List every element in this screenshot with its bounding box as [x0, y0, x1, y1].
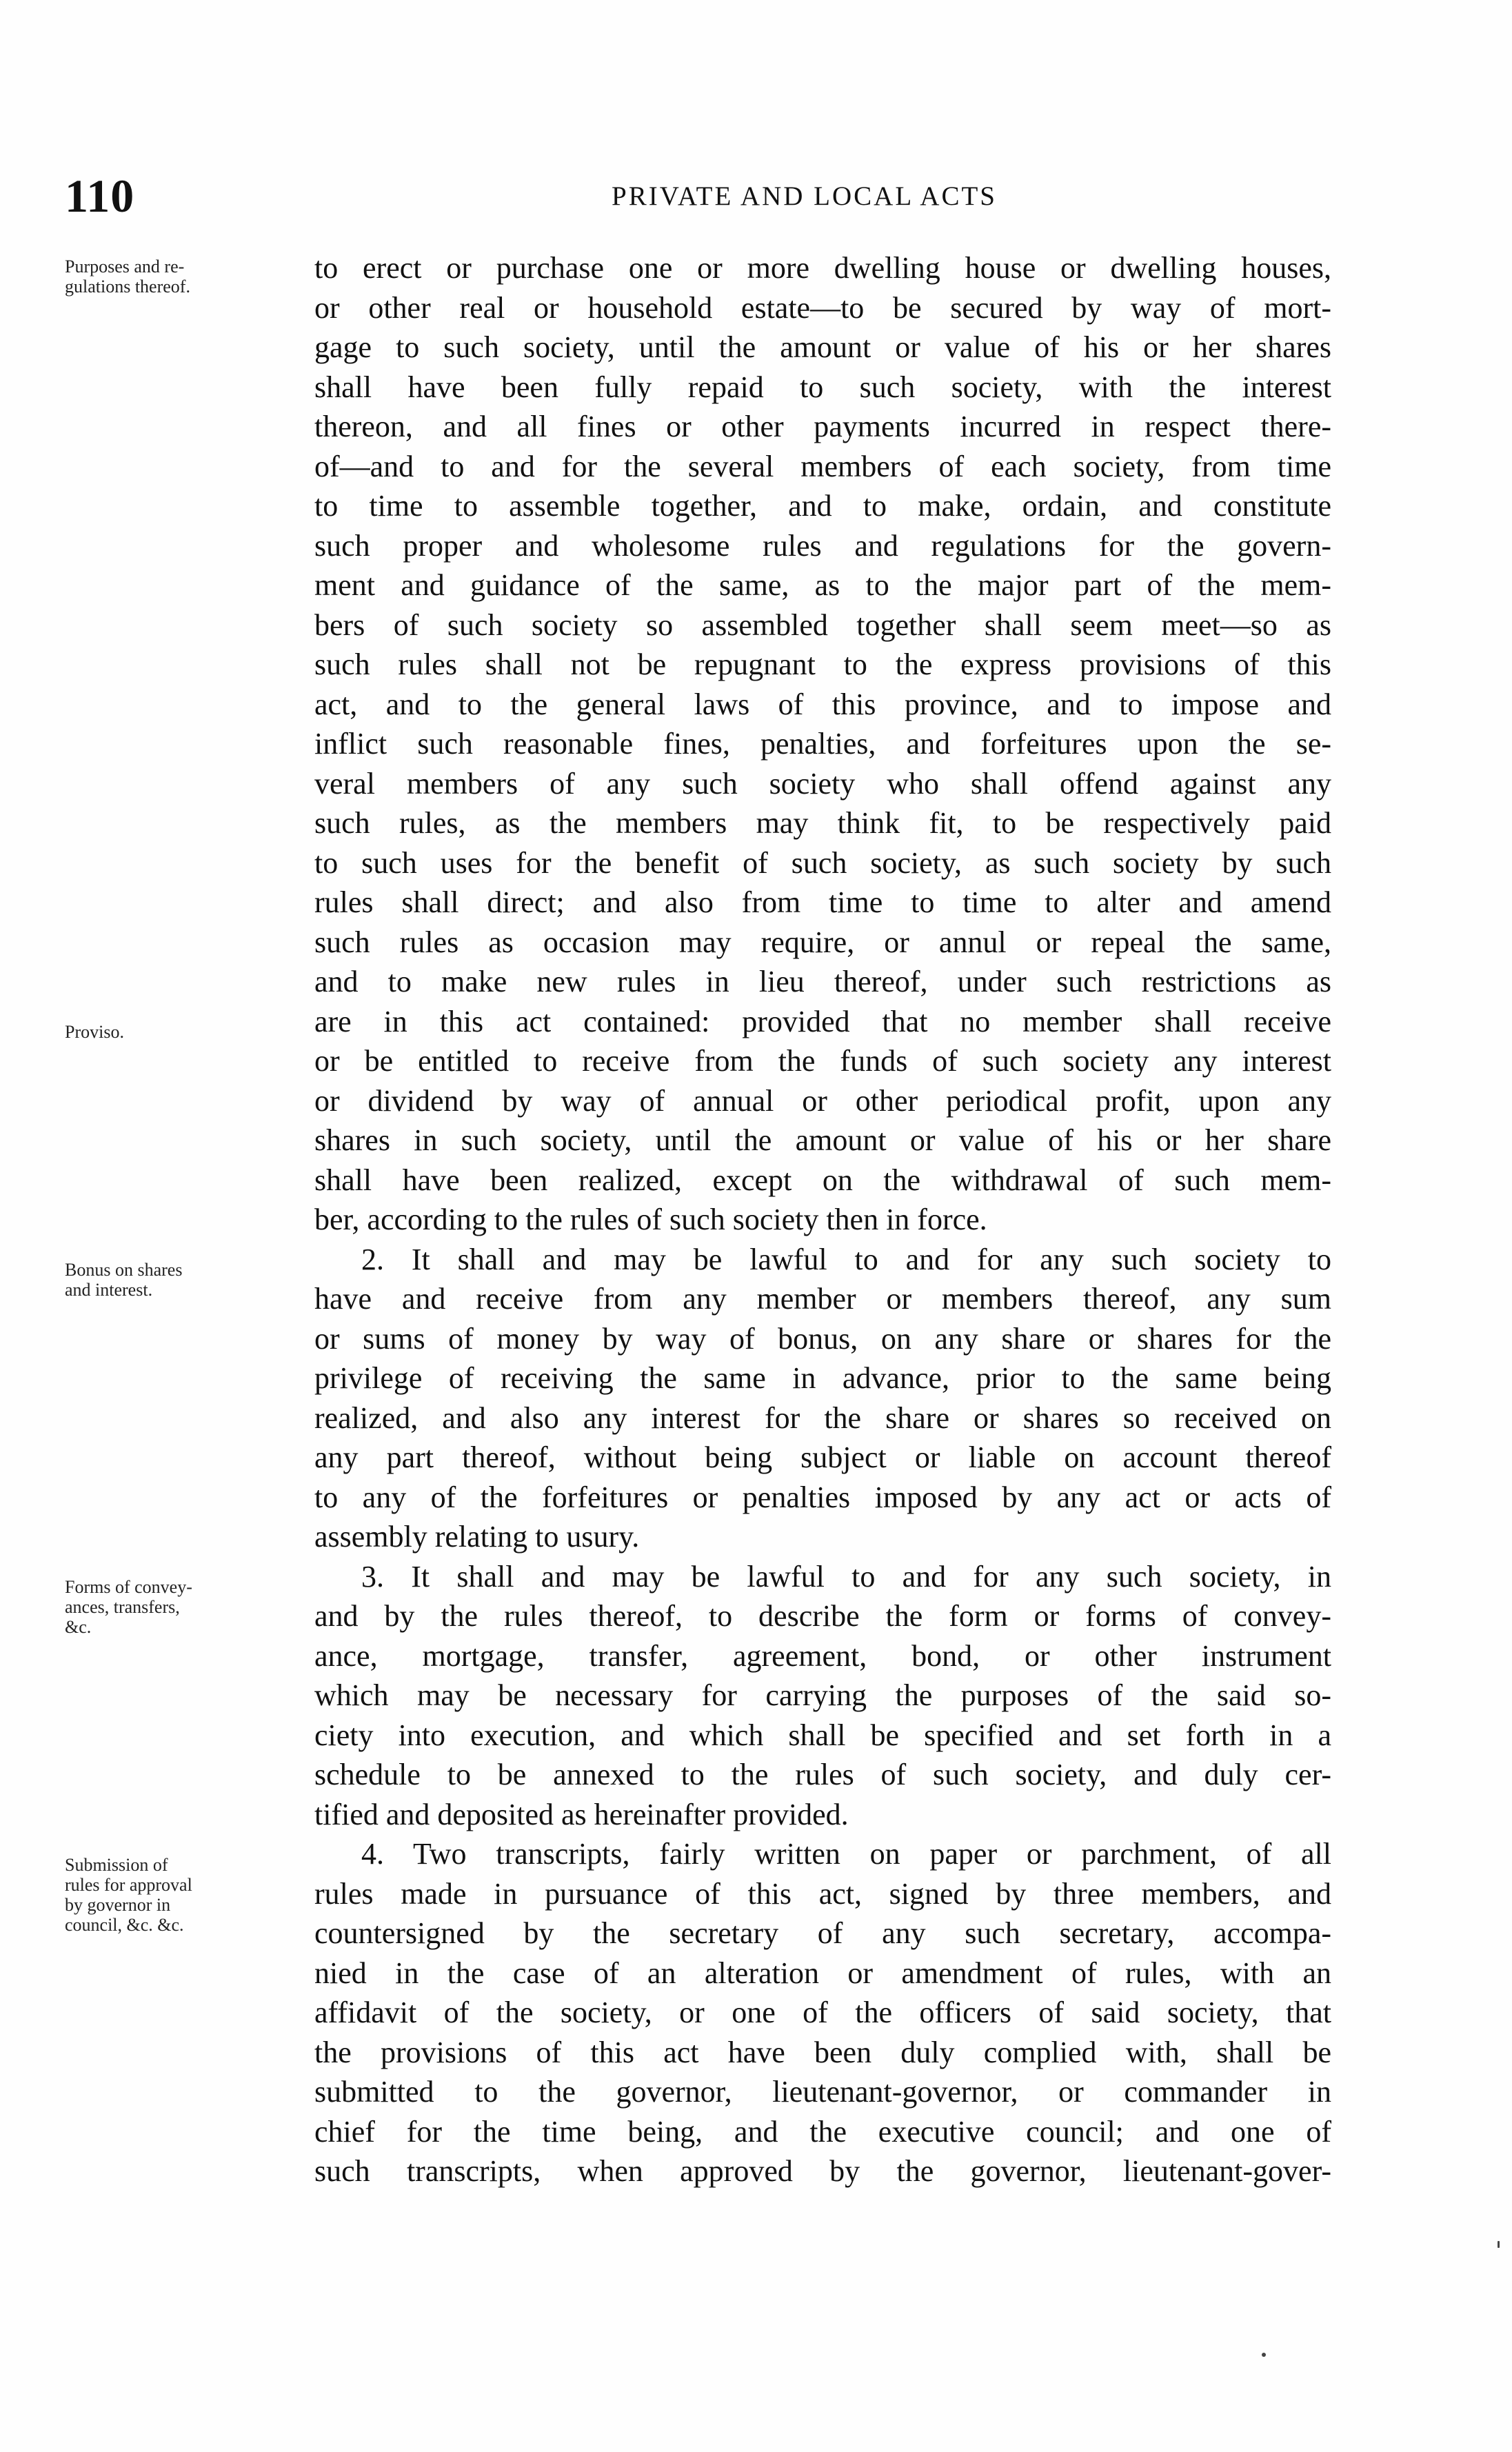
body-line: such rules, as the members may think fit, to be respectively paid — [314, 806, 1331, 840]
body-line: realized, and also any interest for the share or shares so received on — [314, 1400, 1331, 1435]
margin-note-line: &c. — [65, 1617, 92, 1637]
body-line: submitted to the governor, lieutenant-governor, or commander in — [314, 2075, 1331, 2109]
margin-note-purposes — [65, 257, 292, 297]
margin-note-line: Forms of convey- — [65, 1577, 192, 1597]
body-line: and to make new rules in lieu thereof, under such restrictions as — [314, 965, 1331, 998]
body-line: bers of such society so assembled together shall seem meet—so as — [314, 607, 1331, 642]
margin-note-line: Purposes and re- — [65, 257, 185, 277]
body-line: ment and guidance of the same, as to the major part of the mem- — [314, 568, 1331, 602]
body-line: and by the rules thereof, to describe the form or forms of convey- — [314, 1599, 1331, 1633]
body-line: have and receive from any member or members thereof, any sum — [314, 1282, 1331, 1316]
body-line: which may be necessary for carrying the purposes of the said so- — [314, 1678, 1331, 1712]
section-4-first-line: 4. Two transcripts, fairly written on paper or parchment, of all — [361, 1837, 1331, 1871]
body-line: countersigned by the secretary of any such secretary, accompa- — [314, 1916, 1331, 1950]
body-line: to erect or purchase one or more dwelling house or dwelling houses, — [314, 251, 1331, 285]
section-2-first-line: 2. It shall and may be lawful to and for any such society to — [361, 1242, 1331, 1276]
body-line: gage to such society, until the amount or value of his or her shares — [314, 330, 1331, 364]
body-line: tified and deposited as hereinafter provided. — [314, 1797, 849, 1831]
margin-note-line: ances, transfers, — [65, 1597, 180, 1617]
body-line: are in this act contained: provided that no member shall receive — [314, 1004, 1331, 1038]
body-line: assembly relating to usury. — [314, 1520, 640, 1554]
body-text — [314, 248, 1331, 2191]
body-line: veral members of any such society who shall offend against any — [314, 766, 1331, 801]
margin-note-line: Proviso. — [65, 1022, 124, 1042]
body-line: such transcripts, when approved by the governor, lieutenant-gover- — [314, 2154, 1331, 2188]
section-3-first-line: 3. It shall and may be lawful to and for any such society, in — [361, 1559, 1331, 1594]
scan-speck — [1262, 2353, 1266, 2357]
margin-note-forms — [65, 1577, 292, 1637]
body-line: such rules as occasion may require, or annul or repeal the same, — [314, 925, 1331, 959]
margin-note-line: council, &c. &c. — [65, 1915, 184, 1935]
running-title: PRIVATE AND LOCAL ACTS — [612, 181, 997, 211]
body-line: to time to assemble together, and to make, ordain, and constitute — [314, 489, 1331, 523]
body-line: ciety into execution, and which shall be specified and set forth in a — [314, 1718, 1331, 1752]
margin-note-line: rules for approval — [65, 1875, 192, 1895]
margin-note-line: gulations thereof. — [65, 277, 190, 297]
body-line: ance, mortgage, transfer, agreement, bond, or other instrument — [314, 1638, 1331, 1673]
body-line: chief for the time being, and the executive council; and one of — [314, 2114, 1331, 2149]
margin-note-line: Bonus on shares — [65, 1260, 183, 1280]
body-line: shall have been realized, except on the withdrawal of such mem- — [314, 1163, 1331, 1197]
body-line: rules shall direct; and also from time to time to alter and amend — [314, 885, 1331, 919]
page-number: 110 — [65, 170, 135, 222]
body-line: or other real or household estate—to be secured by way of mort- — [314, 290, 1331, 325]
body-line: thereon, and all fines or other payments incurred in respect there- — [314, 410, 1331, 443]
body-line: or sums of money by way of bonus, on any share or shares for the — [314, 1321, 1331, 1356]
margin-note-proviso — [65, 1022, 292, 1042]
body-line: affidavit of the society, or one of the officers of said society, that — [314, 1996, 1331, 2029]
margin-note-line: by governor in — [65, 1895, 171, 1915]
body-line: to such uses for the benefit of such society, as such society by such — [314, 845, 1331, 880]
body-line: the provisions of this act have been duly complied with, shall be — [314, 2035, 1331, 2069]
body-line: privilege of receiving the same in advance, prior to the same being — [314, 1361, 1331, 1395]
margin-note-bonus — [65, 1260, 292, 1300]
scan-speck — [1498, 2241, 1500, 2248]
body-line: inflict such reasonable fines, penalties, and forfeitures upon the se- — [314, 727, 1331, 761]
body-line: of—and to and for the several members of each society, from time — [314, 449, 1331, 483]
body-line: shares in such society, until the amount or value of his or her share — [314, 1123, 1331, 1157]
body-line: rules made in pursuance of this act, signed by three members, and — [314, 1876, 1331, 1911]
body-line: such proper and wholesome rules and regulations for the govern- — [314, 528, 1331, 563]
body-line: schedule to be annexed to the rules of such society, and duly cer- — [314, 1758, 1331, 1791]
body-line: shall have been fully repaid to such society, with the interest — [314, 370, 1331, 404]
body-line: or be entitled to receive from the funds of such society any interest — [314, 1044, 1331, 1078]
body-line: such rules shall not be repugnant to the express provisions of this — [314, 647, 1331, 681]
body-line: or dividend by way of annual or other periodical profit, upon any — [314, 1083, 1331, 1118]
body-line: act, and to the general laws of this province, and to impose and — [314, 687, 1331, 721]
body-line: to any of the forfeitures or penalties imposed by any act or acts of — [314, 1480, 1331, 1514]
margin-note-submission — [65, 1855, 292, 1935]
body-line: any part thereof, without being subject or liable on account thereof — [314, 1440, 1331, 1474]
margin-note-line: and interest. — [65, 1280, 153, 1300]
body-line: ber, according to the rules of such society then in force. — [314, 1203, 987, 1236]
margin-note-line: Submission of — [65, 1855, 168, 1875]
body-line: nied in the case of an alteration or amendment of rules, with an — [314, 1956, 1331, 1990]
